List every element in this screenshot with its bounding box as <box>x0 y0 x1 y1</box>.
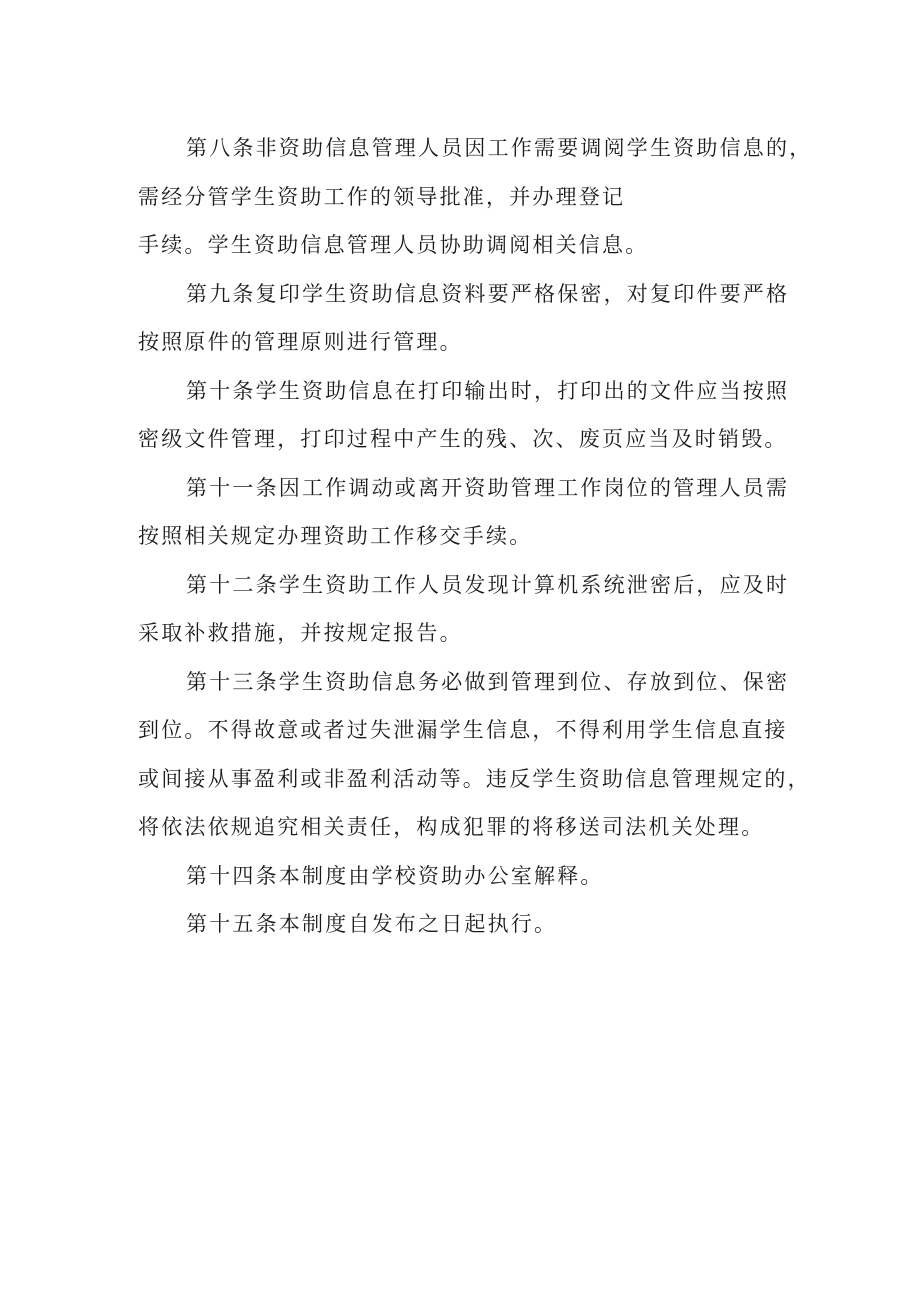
line-article-14: 第十四条本制度由学校资助办公室解释。 <box>186 863 604 888</box>
line-article-12-1: 第十二条学生资助工作人员发现计算机系统泄密后，应及时 <box>186 572 790 597</box>
line-article-8-1: 第八条非资助信息管理人员因工作需要调阅学生资助信息的， <box>186 136 813 160</box>
line-article-12-2: 采取补救措施，并按规定报告。 <box>138 621 463 645</box>
line-article-11-1: 第十一条因工作调动或离开资助管理工作岗位的管理人员需 <box>186 475 790 500</box>
line-article-11-2: 按照相关规定办理资助工作移交手续。 <box>138 524 533 548</box>
line-article-8-3: 手续。学生资助信息管理人员协助调阅相关信息。 <box>138 233 649 257</box>
line-article-9-2: 按照原件的管理原则进行管理。 <box>138 330 463 354</box>
line-article-13-4: 将依法依规追究相关责任，构成犯罪的将移送司法机关处理。 <box>138 815 765 839</box>
line-article-9-1: 第九条复印学生资助信息资料要严格保密，对复印件要严格 <box>186 281 790 306</box>
document-body <box>138 124 813 949</box>
line-article-10-2: 密级文件管理，打印过程中产生的残、次、废页应当及时销毁。 <box>138 427 788 451</box>
line-article-8-2: 需经分管学生资助工作的领导批准，并办理登记 <box>138 184 626 209</box>
line-article-13-2: 到位。不得故意或者过失泄漏学生信息，不得利用学生信息直接 <box>138 718 788 742</box>
line-article-10-1: 第十条学生资助信息在打印输出时，打印出的文件应当按照 <box>186 378 790 403</box>
line-article-15: 第十五条本制度自发布之日起执行。 <box>186 912 558 936</box>
line-article-13-3: 或间接从事盈利或非盈利活动等。违反学生资助信息管理规定的， <box>138 766 811 791</box>
line-article-13-1: 第十三条学生资助信息务必做到管理到位、存放到位、保密 <box>186 669 790 694</box>
